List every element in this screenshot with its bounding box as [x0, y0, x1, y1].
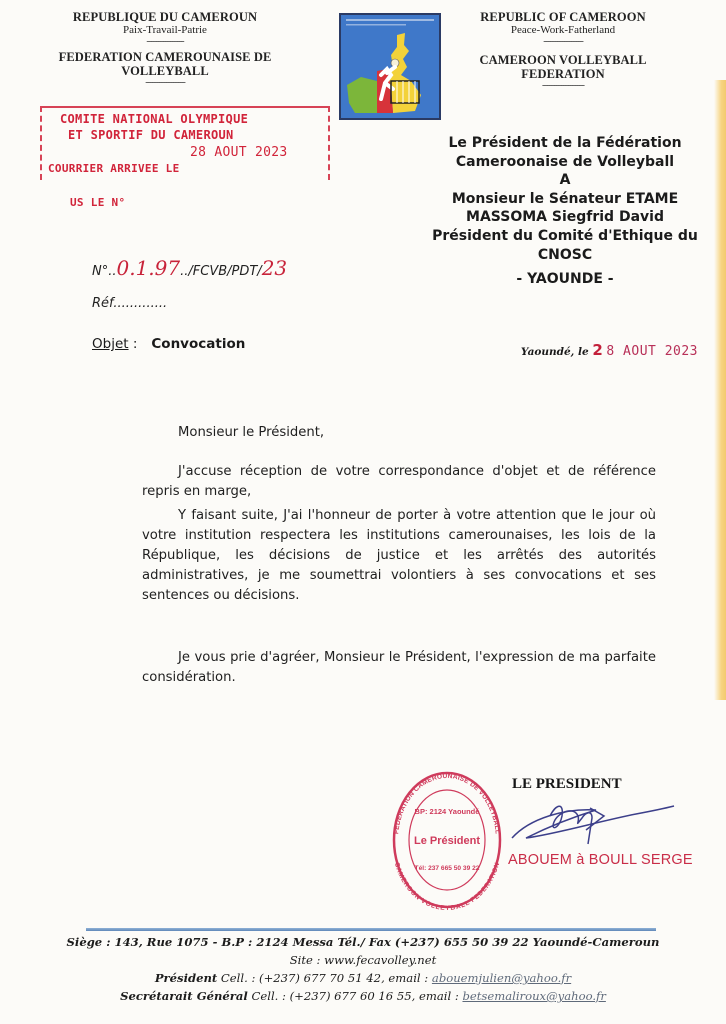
subject-sep: : [128, 336, 138, 352]
addressee-block [416, 134, 714, 289]
motto-fr: Paix-Travail-Patrie [123, 24, 207, 36]
motto-en: Peace-Work-Fatherland [510, 24, 616, 36]
reference-field: Réf............. [92, 296, 168, 311]
federation-en-line2: FEDERATION [521, 67, 605, 81]
seal-bottom-text: CAMEROON VOLLEYBALL FEDERATION [392, 861, 502, 910]
paragraph-2: Y faisant suite, J'ai l'honneur de porter à votre attention que le jour où votre institution respectera les institutions camerounaises, les lois de la République, les décisions de justice et les arrêtés des autorités administratives, je me soumettrai volontiers à ses convocations et ses sentences ou décisions. [142, 508, 656, 603]
recipient-title-line2: CNOSC [537, 246, 593, 263]
president-label: Président [154, 971, 218, 985]
scan-edge-shadow [714, 80, 726, 700]
footer-sg-contact [20, 988, 706, 1005]
paragraph-1: J'accuse réception de votre correspondance d'objet et de référence repris en marge, [142, 464, 656, 499]
handwritten-signature-icon [506, 798, 676, 848]
sg-cell: Cell. : (+237) 677 60 16 55, email : [247, 989, 463, 1003]
stamp-line3: COURRIER ARRIVEE LE [48, 162, 180, 175]
date-day-digit: 2 [592, 341, 603, 359]
recipient-city: - YAOUNDE - [516, 271, 614, 288]
federation-fr-line1: FEDERATION CAMEROUNAISE DE [58, 50, 272, 64]
number-prefix: N°.. [92, 264, 117, 279]
date-place: Yaoundé, le [520, 346, 593, 358]
date-line [521, 340, 698, 362]
stamp-line4: US LE N° [70, 196, 126, 209]
subject-value: Convocation [151, 336, 246, 352]
letterhead-right [458, 10, 668, 91]
federation-seal-icon [392, 770, 502, 910]
president-email-link[interactable]: abouemjulien@yahoo.fr [431, 971, 572, 985]
stamp-line1: COMITE NATIONAL OLYMPIQUE [60, 112, 249, 126]
signatory-title: LE PRESIDENT [512, 776, 622, 792]
subject-label: Objet [92, 336, 129, 352]
footer-president-contact [20, 970, 706, 987]
separator: ---------------- [146, 36, 184, 47]
footer-address: Siège : 143, Rue 1075 - B.P : 2124 Messa Tél./ Fax (+237) 655 50 39 22 Yaoundé-Cameroun [66, 935, 660, 949]
recipient-name-line2: MASSOMA Siegfrid David [466, 209, 664, 226]
stamp-date: 28 AOUT 2023 [190, 145, 288, 160]
federation-fr-line2: VOLLEYBALL [121, 64, 209, 78]
sender-line2: Cameroonaise de Volleyball [455, 153, 675, 170]
handwritten-year: 23 [261, 256, 288, 280]
country-fr: REPUBLIQUE DU CAMEROUN [72, 10, 258, 24]
date-stamp: 8 AOUT 2023 [606, 344, 698, 359]
recipient-name-line1: Monsieur le Sénateur ETAME [451, 190, 679, 207]
paragraph-3: Je vous prie d'agréer, Monsieur le Président, l'expression de ma parfaite considération. [142, 650, 656, 685]
salutation: Monsieur le Président, [178, 425, 325, 440]
footer-site: Site : www.fecavolley.net [289, 953, 437, 967]
to-marker: A [559, 172, 571, 189]
footer-rule [86, 928, 656, 931]
svg-text:FEDERATION CAMEROUNAISE DE VOL [393, 773, 501, 834]
separator: ----------------- [145, 77, 185, 88]
recipient-title-line1: Président du Comité d'Ethique du [432, 227, 698, 244]
subject-line [92, 336, 245, 352]
seal-tel: Tél: 237 665 50 39 22 [414, 865, 480, 872]
fecavolley-logo-icon [339, 13, 441, 120]
sender-line1: Le Président de la Fédération [448, 135, 682, 151]
sg-label: Secrétarait Général [120, 989, 248, 1003]
seal-bp: BP: 2124 Yaoundé [414, 807, 480, 816]
reference-number [92, 256, 287, 284]
letterhead-left [40, 10, 290, 88]
stamp-line2: ET SPORTIF DU CAMEROUN [68, 128, 234, 142]
separator: ------------------ [542, 80, 584, 91]
seal-top-text: FEDERATION CAMEROUNAISE DE VOLLEYBALL [393, 772, 501, 835]
country-en: REPUBLIC OF CAMEROON [480, 10, 646, 24]
signatory-name: ABOUEM à BOULL SERGE [508, 852, 693, 868]
sg-email-link[interactable]: betsemaliroux@yahoo.fr [462, 989, 606, 1003]
separator: ----------------- [543, 36, 583, 47]
seal-center-text: Le Président [413, 835, 481, 847]
handwritten-number: 0.1.97 [116, 256, 181, 280]
federation-en-line1: CAMEROON VOLLEYBALL [479, 53, 647, 67]
received-stamp [40, 104, 340, 220]
number-suffix: ../FCVB/PDT/ [180, 264, 262, 279]
president-cell: Cell. : (+237) 677 70 51 42, email : [217, 971, 432, 985]
